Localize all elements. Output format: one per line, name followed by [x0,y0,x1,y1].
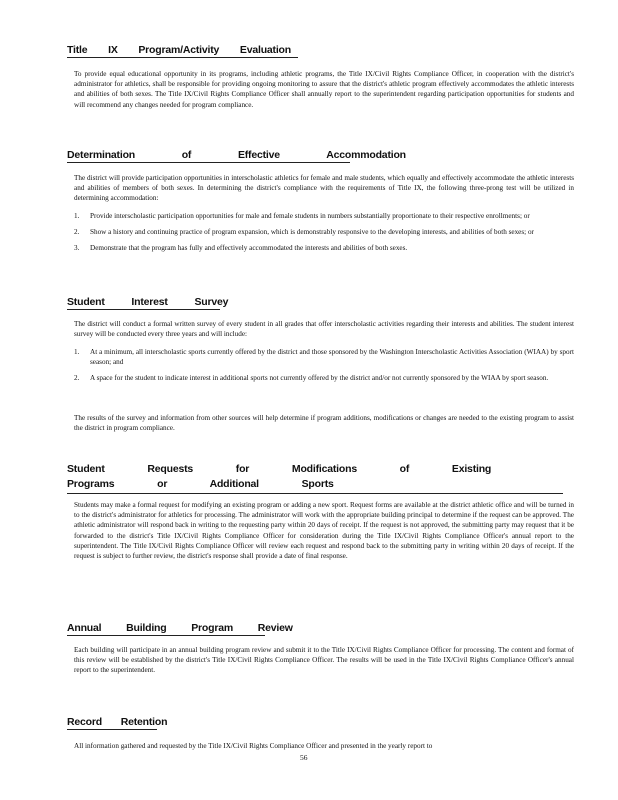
list-item: 2. A space for the student to indicate interest in additional sports not currently offered by the district and/or not currently sponsored by the WIAA by sport season. [74,374,549,382]
requests-body: Students may make a formal request for modifying an existing program or adding a new sport. Request forms are available at the district athletic office and will be turned in to the district's administrator for athletics for processing. The administrator will work with the appropriate building principal to determine if the request can be approved. The athletic administrator will respond back in writing to the requesting party within 20 days of receipt. If the request is not approved, the submitting party may request that it be forwarded to the district's Title IX/Civil Rights Compliance Officer for consideration during the Title IX/Civil Rights Compliance Officer's annual report to the superintendent. The Title IX/Civil Rights Compliance Officer will review each request and respond back to the submitting party in writing within 20 days of receipt. If the request is subject to further review, the district's response shall provide a date of final response. [74,501,574,561]
retention-heading: Record Retention [67,716,168,728]
annual-body: Each building will participate in an annual building program review and submit it to the Title IX/Civil Rights Compliance Officer for processing. The content and format of this review will be established by the district's Title IX/Civil Rights Compliance Officer. The results will be used in the Title IX/Civil Rights Compliance Officer's annual report to the superintendent. [74,646,574,675]
list-item: 2. Show a history and continuing practice of program expansion, which is demonstrably responsive to the developing interests, and abilities of both sexes; or [74,228,534,236]
determination-heading: Determination of Effective Accommodation [67,149,406,161]
list-item: 3. Demonstrate that the program has fully and effectively accommodated the interests and abilities of both sexes. [74,244,408,252]
annual-heading: Annual Building Program Review [67,622,293,634]
list-item: 1. Provide interscholastic participation opportunities for male and female students in numbers substantially proportionate to their respective enrollments; or [74,212,530,220]
determination-body: The district will provide participation opportunities in interscholastic athletics for female and male students, which equally and effectively accommodate the athletic interests and abilities of members of both sexes. In determining the district's compliance with the requirements of Title IX, the following three-prong test will be utilized in determining accommodation: [74,174,574,203]
retention-body: All information gathered and requested by the Title IX/Civil Rights Compliance Officer and presented in the yearly report to [74,742,433,750]
list-item: 1. At a minimum, all interscholastic sports currently offered by the district and those sponsored by the Washington Interscholastic Activities Association (WIAA) by sport season; and [74,348,574,366]
survey-heading: Student Interest Survey [67,296,229,308]
requests-heading: Student Requests for Modifications of Existing Programs or Additional Sports [67,462,563,494]
title-ix-heading: Title IX Program/Activity Evaluation [67,44,298,58]
determination-list [74,211,574,259]
survey-after-text: The results of the survey and information from other sources will help determine if program additions, modifications or changes are needed to the existing program to assist the district in program compliance. [74,414,574,433]
survey-body: The district will conduct a formal written survey of every student in all grades that offer interscholastic activities regarding their interests and abilities. The student interest survey will be conducted every three years and will include: [74,320,574,339]
survey-list [74,347,574,389]
title-ix-body: To provide equal educational opportunity in its programs, including athletic programs, the Title IX/Civil Rights Compliance Officer, in cooperation with the district's administrator for athletics, shall be responsible for providing ongoing monitoring to assure that the district's athletic program effectively accommodates the athletic interests and abilities of both sexes. The Title IX/Civil Rights Compliance Officer shall annually report to the superintendent regarding participation opportunities for students and will recommend any changes needed for program compliance. [74,70,574,109]
page-number: 56 [300,753,308,762]
